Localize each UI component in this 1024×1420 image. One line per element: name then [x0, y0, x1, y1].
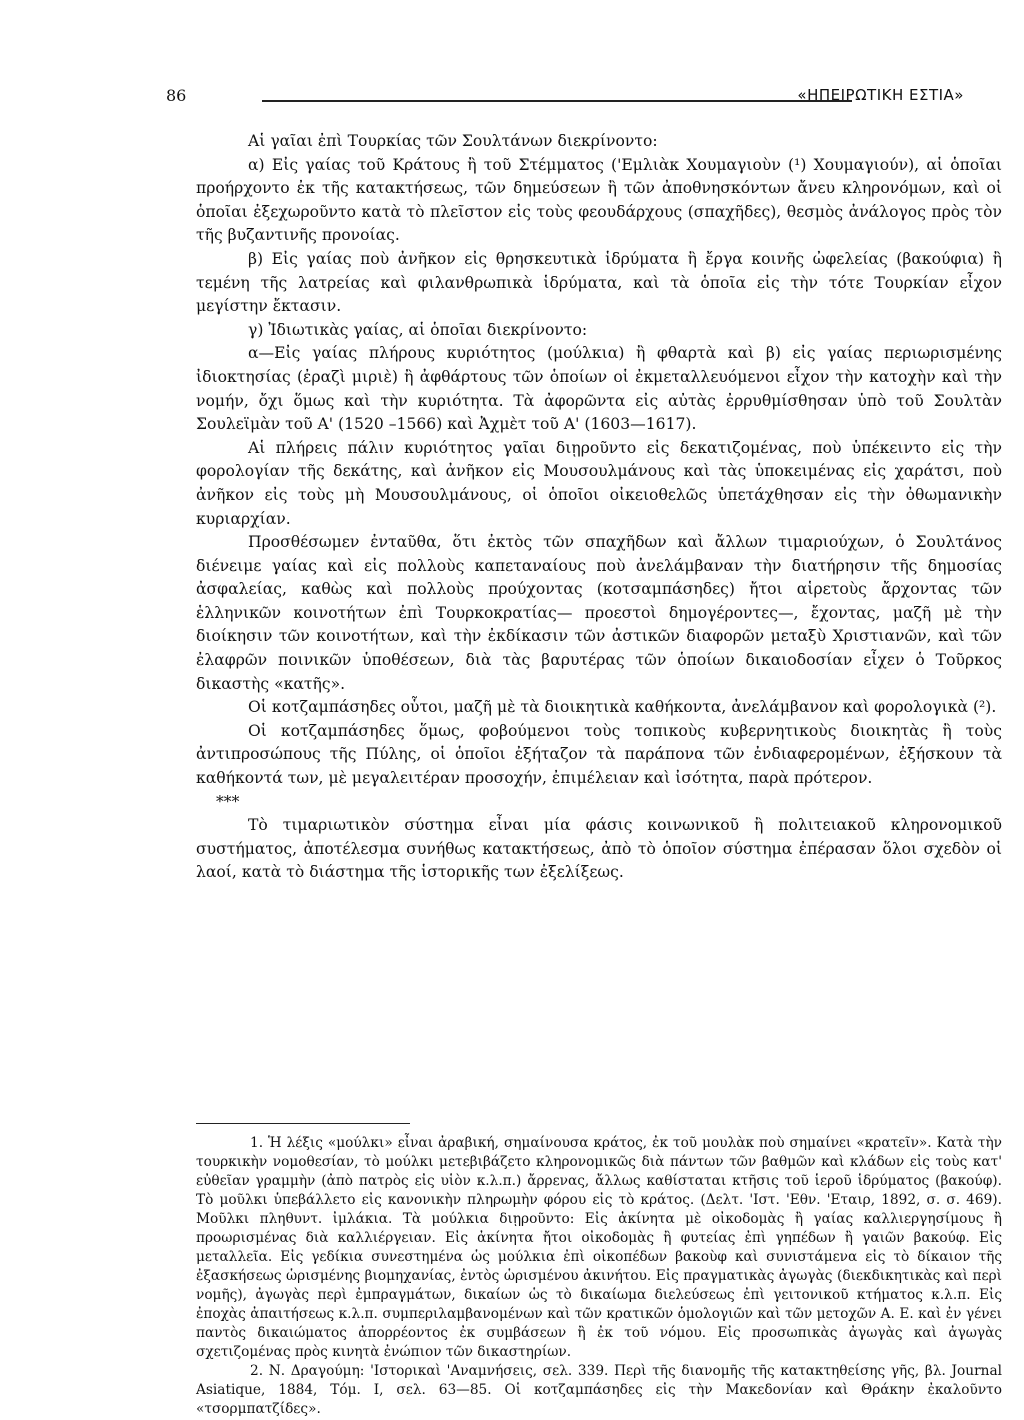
paragraph-10: Τὸ τιμαριωτικὸν σύστημα εἶναι μία φάσις κοινωνικοῦ ἢ πολιτειακοῦ κληρονομικοῦ συστήματος, ἀποτέλεσμα συνήθως κατακτήσεως, ἀπὸ τὸ ὁποῖον σύστημα ἐπέρασαν ὅλοι σχεδὸν οἱ λαοί, κατὰ τὸ διάστημα τῆς ἱστορικῆς των ἐξελίξεως. [196, 816, 1002, 882]
page-number: 86 [166, 86, 187, 105]
header-rule [262, 100, 852, 102]
paragraph-1: Αἱ γαῖαι ἐπὶ Τουρκίας τῶν Σουλτάνων διεκρίνοντο: [248, 132, 658, 150]
paragraph-5: α—Εἰς γαίας πλήρους κυριότητος (μούλκια) ἢ φθαρτὰ καὶ β) εἰς γαίας περιωρισμένης ἰδιοκτησίας (ἐραζὶ μιριὲ) ἢ ἀφθάρτους τῶν ὁποίων οἱ ἐκμεταλλευόμενοι εἶχον τὴν κατοχὴν καὶ τὴν νομήν, ὄχι ὅμως καὶ τὴν κυριότητα. Τὰ ἀφορῶντα εἰς αὐτὰς ἐρρυθμίσθησαν ὑπὸ τοῦ Σουλτὰν Σουλεϊμὰν τοῦ Α' (1520 –1566) καὶ Ἀχμὲτ τοῦ Α' (1603—1617). [196, 344, 1002, 434]
body-text [196, 130, 1002, 885]
paragraph-6: Αἱ πλήρεις πάλιν κυριότητος γαῖαι διῃροῦντο εἰς δεκατιζομένας, ποὺ ὑπέκειντο εἰς τὴν φορολογίαν τῆς δεκάτης, καὶ ἀνῆκον εἰς Μουσουλμάνους καὶ τὰς ὑποκειμένας εἰς χαράτσι, ποὺ ἀνῆκον εἰς τοὺς μὴ Μουσουλμάνους, οἱ ὁποῖοι οἰκειοθελῶς ὑπετάχθησαν εἰς τὴν ὀθωμανικὴν κυριαρχίαν. [196, 438, 1002, 528]
paragraph-2: α) Εἰς γαίας τοῦ Κράτους ἢ τοῦ Στέμματος ('Εμλιὰκ Χουμαγιοὺν (¹) Χουμαγιούν), αἱ ὁποῖαι προήρχοντο ἐκ τῆς κατακτήσεως, τῶν δημεύσεων ἢ τῶν ἀποθνησκόντων ἄνευ κληρονόμων, καὶ οἱ ὁποῖαι ἐξεχωροῦντο κατὰ τὸ πλεῖστον εἰς τοὺς φεουδάρχους (σπαχῆδες), θεσμὸς ἀνάλογος πρὸς τὸν τῆς βυζαντινῆς προνοίας. [196, 155, 1002, 245]
paragraph-8: Οἱ κοτζαμπάσηδες οὗτοι, μαζῆ μὲ τὰ διοικητικὰ καθήκοντα, ἀνελάμβανον καὶ φορολογικὰ (²). [248, 698, 997, 717]
footnote-2: 2. Ν. Δραγούμη: 'Ιστορικαὶ 'Αναμνήσεις, σελ. 339. Περὶ τῆς διανομῆς τῆς κατακτηθείσης γῆς, βλ. Journal Asiatique, 1884, Τόμ. Ι, σελ. 63—85. Οἱ κοτζαμπάσηδες εἰς τὴν Μακεδονίαν καὶ Θράκην ἐκαλοῦντο «τσορμπατζίδες». [196, 1363, 1002, 1417]
running-title: «ΗΠΕΙΡΩΤΙΚΗ ΕΣΤΙΑ» [797, 86, 964, 104]
paragraph-9: Οἱ κοτζαμπάσηδες ὅμως, φοβούμενοι τοὺς τοπικοὺς κυβερνητικοὺς διοικητὰς ἢ τοὺς ἀντιπροσώπους τῆς Πύλης, οἱ ὁποῖοι ἐξήταζον τὰ παράπονα τῶν ἐνδιαφερομένων, ἐξήσκουν τὰ καθήκοντά των, μὲ μεγαλειτέραν προσοχήν, ἐπιμέλειαν καὶ ἰσότητα, παρὰ πρότερον. [196, 721, 1002, 788]
page-header [166, 86, 964, 112]
footnote-1: 1. Ἡ λέξις «μούλκι» εἶναι ἀραβική, σημαίνουσα κράτος, ἐκ τοῦ μουλὰκ ποὺ σημαίνει «κρατεῖν». Κατὰ τὴν τουρκικὴν νομοθεσίαν, τὸ μούλκι μετεβιβάζετο κληρονομικῶς διὰ πάντων τῶν βαθμῶν καὶ κλάδων εἰς τοὺς κατ' εὐθεῖαν γραμμὴν (ἀπὸ πατρὸς εἰς υἱὸν κ.λ.π.) ἄρρενας, ἄλλως καθίσταται κτῆσις τοῦ ἱεροῦ ἱδρύματος (βακούφ). Τὸ μοῦλκι ὑπεβάλλετο εἰς κανονικὴν πληρωμὴν φόρου εἰς τὸ κράτος. (Δελτ. 'Ιστ. 'Εθν. 'Εταιρ, 1892, σ. σ. 469). Μοῦλκι πληθυντ. ἰμλάκια. Τὰ μούλκια διῃροῦντο: Εἰς ἀκίνητα μὲ οἰκοδομὰς ἢ γαίας καλλιεργησίμους ἢ προωρισμένας διὰ καλλιέργειαν. Εἰς ἀκίνητα ἤτοι οἰκοδομὰς ἢ φυτείας ἐπὶ γηπέδων ἢ γαιῶν βακούφ. Εἰς μεταλλεῖα. Εἰς γεδίκια συνεστημένα ὡς μούλκια ἐπὶ οἰκοπέδων βακοὺφ καὶ συνιστάμενα εἰς τὸ δίκαιον τῆς ἐξασκήσεως ὡρισμένης βιομηχανίας, ἐντὸς ὡρισμένου ἀκινήτου. Εἰς πραγματικὰς ἀγωγὰς (διεκδικητικὰς καὶ περὶ νομῆς), ἀγωγὰς περὶ ἐμπραγμάτων, δικαίων ὡς τὸ δικαίωμα διελεύσεως ἐπὶ γειτονικοῦ κτήματος κ.λ.π. Εἰς ἐποχὰς ἀπαιτήσεως κ.λ.π. συμπεριλαμβανομένων καὶ τῶν κρατικῶν ὁμολογιῶν καὶ τῶν μετοχῶν Α. Ε. καὶ ἐν γένει παντὸς δικαιώματος ἀπορρέοντος ἐκ συμβάσεων ἢ ἐκ τοῦ νόμου. Εἰς προσωπικὰς ἀγωγὰς καὶ ἀγωγὰς σχετιζομένας πρὸς κινητὰ ἐνώπιον τῶν δικαστηρίων. [196, 1135, 1002, 1360]
paragraph-4: γ) Ἰδιωτικὰς γαίας, αἱ ὁποῖαι διεκρίνοντο: [248, 320, 588, 339]
footnotes [196, 1134, 1002, 1419]
footnote-rule [196, 1123, 410, 1124]
section-separator [196, 791, 1002, 815]
separator-stars: *** [216, 792, 240, 811]
paragraph-3: β) Εἰς γαίας ποὺ ἀνῆκον εἰς θρησκευτικὰ ἱδρύματα ἢ ἔργα κοινῆς ὠφελείας (βακούφια) ἢ τεμένη τῆς λατρείας καὶ φιλανθρωπικὰ ἱδρύματα, καὶ τὰ ὁποῖα εἰς τὴν τότε Τουρκίαν εἶχον μεγίστην ἔκτασιν. [196, 249, 1002, 316]
paragraph-7: Προσθέσωμεν ἐνταῦθα, ὅτι ἐκτὸς τῶν σπαχῆδων καὶ ἄλλων τιμαριούχων, ὁ Σουλτάνος διένειμε γαίας καὶ εἰς πολλοὺς καπεταναίους ποὺ ἀνελάμβαναν τὴν διατήρησιν τῆς δημοσίας ἀσφαλείας, καθὼς καὶ πολλοὺς προύχοντας (κοτσαμπάσηδες) ἤτοι αἱρετοὺς ἄρχοντας τῶν ἑλληνικῶν κοινοτήτων ἐπὶ Τουρκοκρατίας— προεστοὶ δημογέροντες—, ἔχοντας, μαζῆ μὲ τὴν διοίκησιν τῶν κοινοτήτων, καὶ τὴν ἐκδίκασιν τῶν ἀστικῶν διαφορῶν μεταξὺ Χριστιανῶν, καὶ τῶν ἐλαφρῶν ποινικῶν ὑποθέσεων, διὰ τὰς βαρυτέρας τῶν ὁποίων δικαιοδοσίαν εἶχεν ὁ Τοῦρκος δικαστὴς «κατῆς». [196, 533, 1002, 693]
